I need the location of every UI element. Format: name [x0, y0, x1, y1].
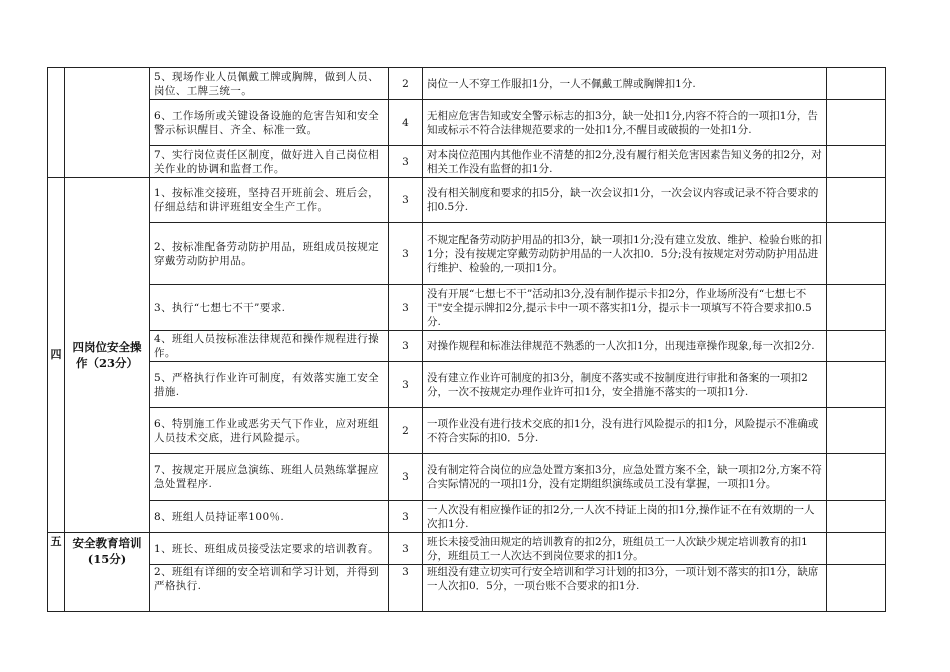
- section-category-cell: 四岗位安全操作（23分）: [65, 178, 150, 533]
- table-row: [48, 68, 886, 100]
- remark-cell: [827, 68, 886, 100]
- remark-cell: [827, 331, 886, 362]
- remark-cell: [827, 501, 886, 533]
- remark-cell: [827, 285, 886, 331]
- remark-cell: [827, 223, 886, 285]
- remark-cell: [827, 533, 886, 565]
- score-cell: 3: [389, 454, 423, 501]
- item-cell: 5、现场作业人员佩戴工牌或胸牌，做到人员、岗位、工牌三统一。: [150, 68, 389, 100]
- score-cell: 3: [389, 501, 423, 533]
- section-number-cell: 五: [48, 533, 65, 612]
- rule-cell: 没有相关制度和要求的扣5分，缺一次会议扣1分，一次会议内容或记录不符合要求的扣0.5分.: [423, 178, 827, 223]
- score-cell: 4: [389, 100, 423, 146]
- table-row: [48, 146, 886, 178]
- section-category-cell: 安全教育培训(15分): [65, 533, 150, 612]
- table-row: [48, 223, 886, 285]
- rule-cell: 没有制定符合岗位的应急处置方案扣3分，应急处置方案不全，缺一项扣2分,方案不符合实际情况的一项扣1分，没有定期组织演练或员工没有掌握，一项扣1分。: [423, 454, 827, 501]
- score-cell: 3: [389, 565, 423, 612]
- rule-cell: 不规定配备劳动防护用品的扣3分，缺一项扣1分;没有建立发放、维护、检验台账的扣1分；没有按规定穿戴劳动防护用品的一人次扣0．5分;没有按规定对劳动防护用品进行维护、检验的,一项扣1分。: [423, 223, 827, 285]
- item-cell: 7、按规定开展应急演练、班组人员熟练掌握应急处置程序.: [150, 454, 389, 501]
- rule-cell: 班组没有建立切实可行安全培训和学习计划的扣3分，一项计划不落实的扣1分，缺席一人次扣0．5分，一项台账不合要求的扣1分.: [423, 565, 827, 612]
- rule-cell: 没有建立作业许可制度的扣3分，制度不落实或不按制度进行审批和备案的一项扣2分，一次不按规定办理作业许可扣1分，安全措施不落实的一项扣1分.: [423, 362, 827, 408]
- remark-cell: [827, 146, 886, 178]
- table-row: [48, 362, 886, 408]
- remark-cell: [827, 408, 886, 454]
- item-cell: 6、工作场所或关键设备设施的危害告知和安全警示标识醒目、齐全、标准一致。: [150, 100, 389, 146]
- rule-cell: 对本岗位范围内其他作业不清楚的扣2分,没有履行相关危害因素告知义务的扣2分，对相关工作没有监督的扣1分.: [423, 146, 827, 178]
- score-cell: 3: [389, 285, 423, 331]
- section-category-cell: [65, 68, 150, 178]
- score-cell: 3: [389, 331, 423, 362]
- table-row: [48, 533, 886, 565]
- remark-cell: [827, 178, 886, 223]
- rule-cell: 一人次没有相应操作证的扣2分,一人次不持证上岗的扣1分,操作证不在有效期的一人次扣1分.: [423, 501, 827, 533]
- rule-cell: 一项作业没有进行技术交底的扣1分，没有进行风险提示的扣1分，风险提示不准确或不符合实际的扣0．5分.: [423, 408, 827, 454]
- table-row: [48, 408, 886, 454]
- remark-cell: [827, 454, 886, 501]
- item-cell: 1、班长、班组成员接受法定要求的培训教育。: [150, 533, 389, 565]
- item-cell: 5、严格执行作业许可制度，有效落实施工安全措施.: [150, 362, 389, 408]
- item-cell: 3、执行“七想七不干”要求.: [150, 285, 389, 331]
- score-cell: 3: [389, 223, 423, 285]
- remark-cell: [827, 565, 886, 612]
- score-cell: 3: [389, 362, 423, 408]
- score-cell: 2: [389, 408, 423, 454]
- table-row: [48, 331, 886, 362]
- rule-cell: 对操作规程和标准法律规范不熟悉的一人次扣1分，出现违章操作现象,每一次扣2分.: [423, 331, 827, 362]
- score-cell: 3: [389, 533, 423, 565]
- table-row: [48, 501, 886, 533]
- remark-cell: [827, 362, 886, 408]
- table-row: [48, 100, 886, 146]
- rule-cell: 没有开展“七想七不干”活动扣3分,没有制作提示卡扣2分，作业场所没有“七想七不干"安全提示牌扣2分,提示卡中一项不落实扣1分，提示卡一项填写不符合要求扣0.5分.: [423, 285, 827, 331]
- score-cell: 3: [389, 178, 423, 223]
- item-cell: 2、班组有详细的安全培训和学习计划，并得到严格执行.: [150, 565, 389, 612]
- item-cell: 2、按标准配备劳动防护用品，班组成员按规定穿戴劳动防护用品。: [150, 223, 389, 285]
- assessment-table: [47, 67, 886, 612]
- item-cell: 4、班组人员按标准法律规范和操作规程进行操作。: [150, 331, 389, 362]
- item-cell: 6、特别施工作业或恶劣天气下作业，应对班组人员技术交底，进行风险提示。: [150, 408, 389, 454]
- item-cell: 8、班组人员持证率100％.: [150, 501, 389, 533]
- rule-cell: 班长未接受油田规定的培训教育的扣2分，班组员工一人次缺少规定培训教育的扣1分，班组员工一人次达不到岗位要求的扣1分。: [423, 533, 827, 565]
- table-row: [48, 565, 886, 612]
- rule-cell: 无相应危害告知或安全警示标志的扣3分，缺一处扣1分,内容不符合的一项扣1分，告知或标示不符合法律规范要求的一处扣1分,不醒目或破损的一处扣1分.: [423, 100, 827, 146]
- section-number-cell: [48, 68, 65, 178]
- item-cell: 7、实行岗位责任区制度，做好进入自己岗位相关作业的协调和监督工作。: [150, 146, 389, 178]
- item-cell: 1、按标准交接班，坚持召开班前会、班后会，仔细总结和讲评班组安全生产工作。: [150, 178, 389, 223]
- table-row: [48, 285, 886, 331]
- score-cell: 3: [389, 146, 423, 178]
- section-number-cell: 四: [48, 178, 65, 533]
- table-row: [48, 178, 886, 223]
- remark-cell: [827, 100, 886, 146]
- score-cell: 2: [389, 68, 423, 100]
- table-row: [48, 454, 886, 501]
- rule-cell: 岗位一人不穿工作服扣1分，一人不佩戴工牌或胸牌扣1分.: [423, 68, 827, 100]
